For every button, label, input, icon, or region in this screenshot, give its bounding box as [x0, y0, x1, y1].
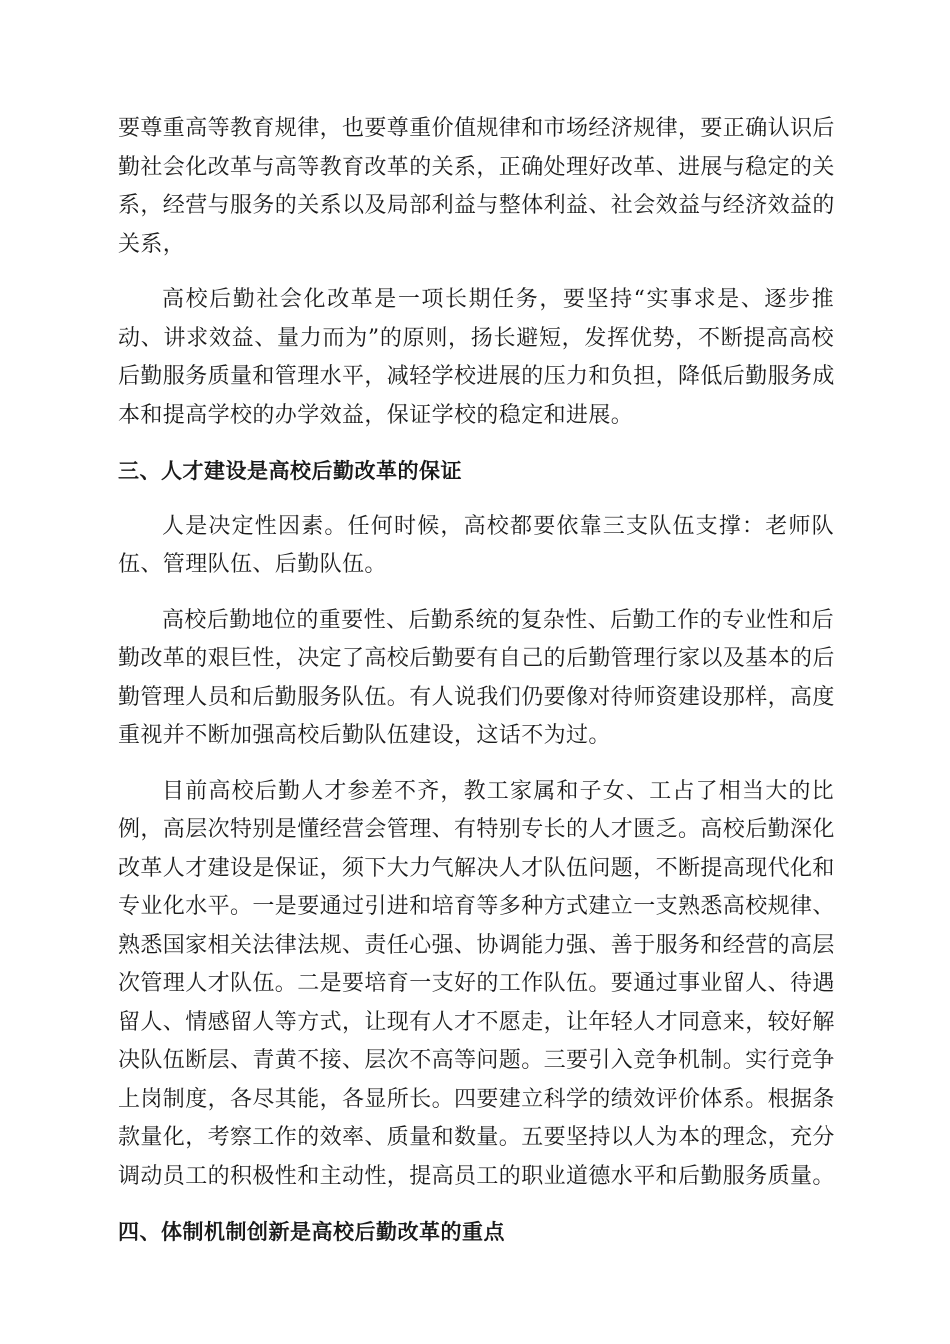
text-line: 伍、管理队伍、后勤队伍。	[118, 552, 387, 577]
text-line: 要尊重高等教育规律，也要尊重价值规律和市场经济规律，要正确认识后	[118, 116, 835, 141]
text-line: 本和提高学校的办学效益，保证学校的稳定和进展。	[118, 402, 634, 428]
paragraph-continuation	[118, 110, 834, 264]
paragraph-talent-measures	[118, 773, 834, 1197]
text-line: 留人、情感留人等方式，让现有人才不愿走，让年轻人才同意来，较好解	[118, 1009, 835, 1035]
text-line: 专业化水平。一是要通过引进和培育等多种方式建立一支熟悉高校规律、	[118, 894, 835, 919]
text-line: 勤社会化改革与高等教育改革的关系，正确处理好改革、进展与稳定的关	[118, 154, 835, 180]
text-line: 决队伍断层、青黄不接、层次不高等问题。三要引入竞争机制。实行竞争	[118, 1048, 835, 1073]
text-line: 改革人才建设是保证，须下大力气解决人才队伍问题，不断提高现代化和	[118, 855, 835, 881]
text-line: 高校后勤地位的重要性、后勤系统的复杂性、后勤工作的专业性和后	[162, 607, 835, 633]
text-line: 后勤服务质量和管理水平，减轻学校进展的压力和负担，降低后勤服务成	[118, 364, 835, 389]
text-line: 次管理人才队伍。二是要培育一支好的工作队伍。要通过事业留人、待遇	[118, 971, 835, 996]
section-heading-4: 四、体制机制创新是高校后勤改革的重点	[118, 1220, 505, 1244]
text-line: 高校后勤社会化改革是一项长期任务，要坚持“实事求是、逐步推	[162, 287, 834, 312]
text-line: 款量化，考察工作的效率、质量和数量。五要坚持以人为本的理念，充分	[118, 1125, 835, 1150]
text-line: 调动员工的积极性和主动性，提高员工的职业道德水平和后勤服务质量。	[118, 1163, 835, 1189]
text-line: 动、讲求效益、量力而为”的原则，扬长避短，发挥优势，不断提高高校	[118, 325, 834, 351]
text-line: 人是决定性因素。任何时候，高校都要依靠三支队伍支撑：老师队	[162, 513, 834, 539]
document-page	[118, 110, 834, 1252]
text-line: 重视并不断加强高校后勤队伍建设，这话不为过。	[118, 723, 611, 748]
text-line: 目前高校后勤人才参差不齐，教工家属和子女、工占了相当大的比	[162, 778, 834, 804]
paragraph-long-term-task	[118, 281, 834, 435]
text-line: 上岗制度，各尽其能，各显所长。四要建立科学的绩效评价体系。根据条	[118, 1086, 835, 1112]
text-line: 勤改革的艰巨性，决定了高校后勤要有自己的后勤管理行家以及基本的后	[118, 646, 835, 671]
text-line: 系，经营与服务的关系以及局部利益与整体利益、社会效益与经济效益的	[118, 193, 835, 218]
paragraph-logistics-importance	[118, 602, 834, 756]
text-line: 熟悉国家相关法律法规、责任心强、协调能力强、善于服务和经营的高层	[118, 932, 835, 958]
text-line: 勤管理人员和后勤服务队伍。有人说我们仍要像对待师资建设那样，高度	[118, 684, 835, 710]
text-line: 关系，	[118, 231, 186, 257]
paragraph-decisive-factor	[118, 508, 834, 585]
text-line: 例，高层次特别是懂经营会管理、有特别专长的人才匮乏。高校后勤深化	[118, 817, 835, 842]
section-heading-3: 三、人才建设是高校后勤改革的保证	[118, 459, 462, 483]
